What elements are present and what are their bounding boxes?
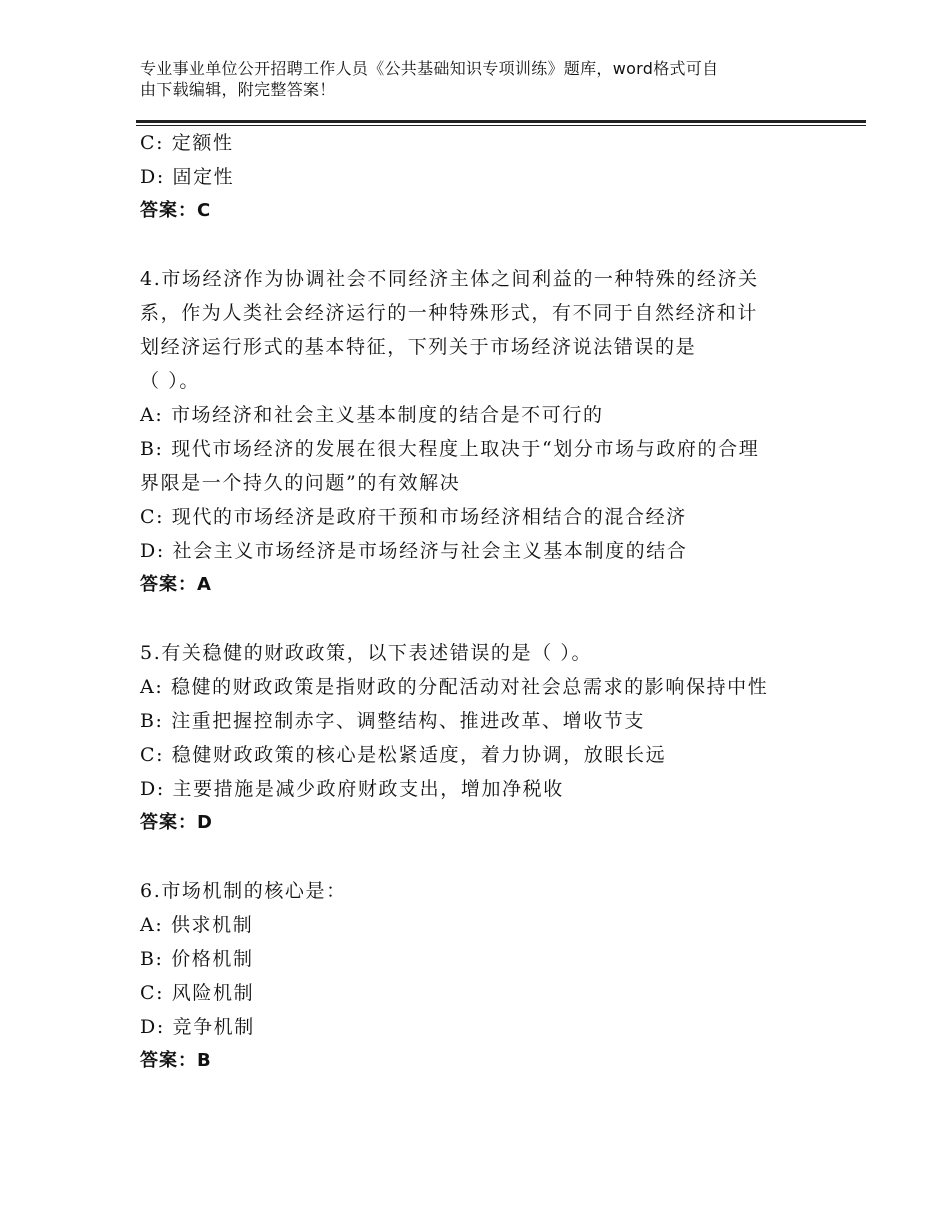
question-content (140, 126, 810, 1078)
option-a: A: 供求机制 (140, 914, 254, 936)
question-block-6 (140, 874, 810, 1078)
header-line-2: 由下载编辑，附完整答案！ (140, 80, 336, 99)
answer-line: 答案：B (140, 1050, 212, 1071)
page-header (140, 58, 820, 100)
option-a: A: 市场经济和社会主义基本制度的结合是不可行的 (140, 404, 604, 426)
answer-line: 答案：D (140, 812, 213, 833)
question-stem-line: 4.市场经济作为协调社会不同经济主体之间利益的一种特殊的经济关 (140, 268, 759, 290)
option-b-continued: 界限是一个持久的问题”的有效解决 (140, 472, 461, 494)
option-d: D: 竞争机制 (140, 1016, 255, 1038)
spacer (140, 602, 810, 636)
option-c: C: 风险机制 (140, 982, 255, 1004)
header-line-1: 专业事业单位公开招聘工作人员《公共基础知识专项训练》题库，word格式可自 (140, 59, 719, 78)
answer-line: 答案：C (140, 200, 212, 221)
question-block-5 (140, 636, 810, 840)
option-d: D: 固定性 (140, 166, 235, 188)
prev-question-block (140, 126, 810, 228)
question-stem-line: 划经济运行形式的基本特征，下列关于市场经济说法错误的是 (140, 336, 697, 358)
question-stem-line: （ ）。 (140, 370, 200, 392)
option-a: A: 稳健的财政政策是指财政的分配活动对社会总需求的影响保持中性 (140, 676, 769, 698)
question-stem-line: 系，作为人类社会经济运行的一种特殊形式，有不同于自然经济和计 (140, 302, 759, 324)
option-d: D: 主要措施是减少政府财政支出，增加净税收 (140, 778, 564, 800)
option-b: B: 注重把握控制赤字、调整结构、推进改革、增收节支 (140, 710, 646, 732)
spacer (140, 228, 810, 262)
option-d: D: 社会主义市场经济是市场经济与社会主义基本制度的结合 (140, 540, 688, 562)
option-b: B: 现代市场经济的发展在很大程度上取决于“划分市场与政府的合理 (140, 438, 760, 460)
option-c: C: 稳健财政政策的核心是松紧适度，着力协调，放眼长远 (140, 744, 667, 766)
option-c: C: 现代的市场经济是政府干预和市场经济相结合的混合经济 (140, 506, 687, 528)
answer-line: 答案：A (140, 574, 212, 595)
option-c: C: 定额性 (140, 132, 234, 154)
spacer (140, 840, 810, 874)
option-b: B: 价格机制 (140, 948, 254, 970)
question-stem-line: 6.市场机制的核心是： (140, 880, 347, 902)
header-rule-thick (136, 120, 866, 123)
question-stem-line: 5.有关稳健的财政政策，以下表述错误的是（ ）。 (140, 642, 593, 664)
question-block-4 (140, 262, 810, 602)
